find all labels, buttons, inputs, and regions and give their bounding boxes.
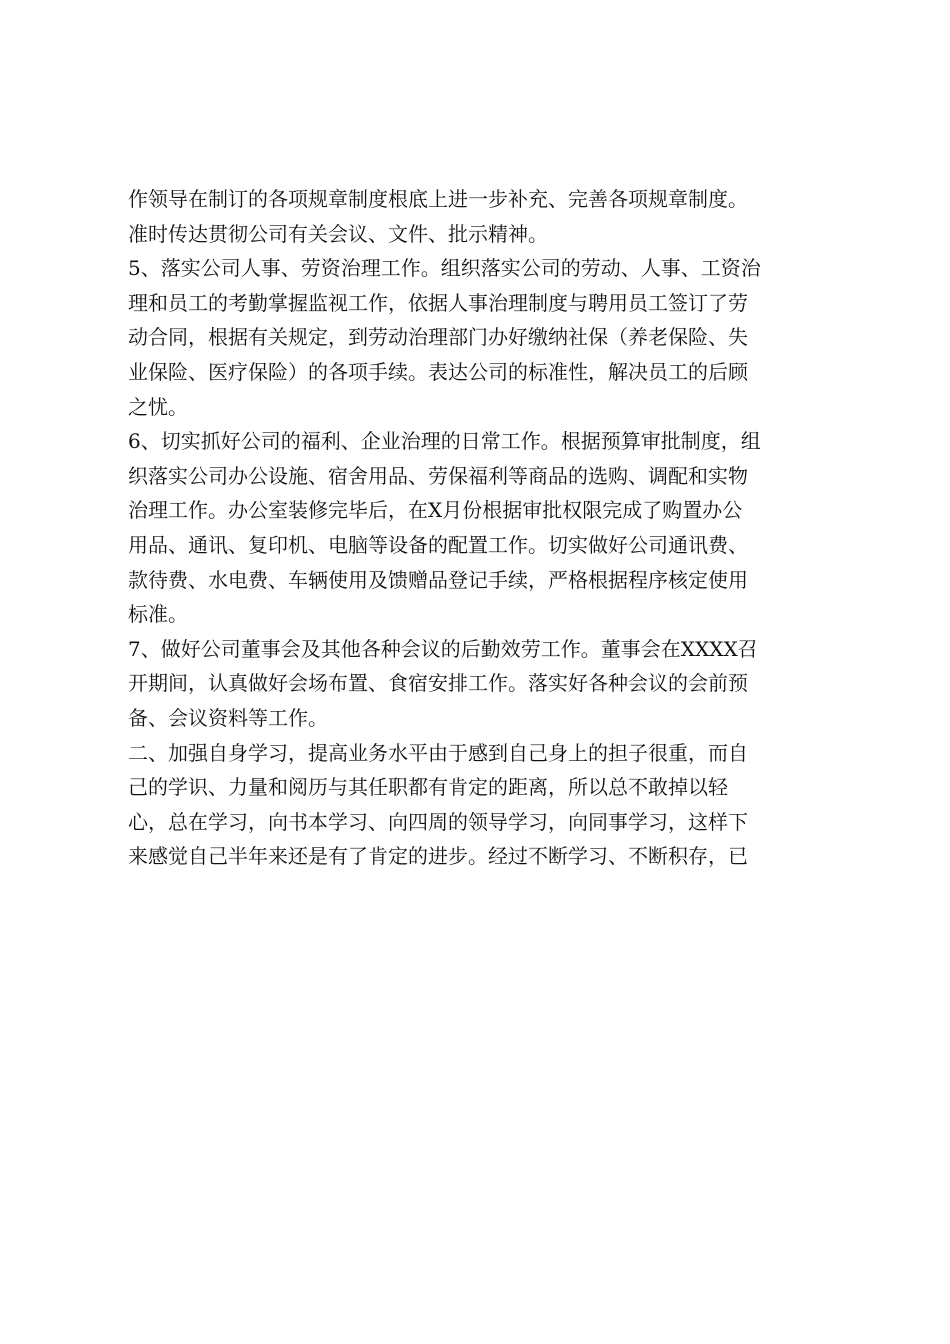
text-line: 心，总在学习，向书本学习、向四周的领导学习，向同事学习，这样下 (128, 809, 748, 834)
text-line: 备、会议资料等工作。 (128, 705, 328, 730)
text-line: 款待费、水电费、车辆使用及馈赠品登记手续，严格根据程序核定使用 (128, 567, 748, 592)
text-line: 二、加强自身学习，提高业务水平由于感到自己身上的担子很重，而自 (128, 740, 748, 765)
paragraph-3 (128, 424, 828, 632)
text-line: 标准。 (128, 602, 188, 627)
paragraph-4 (128, 632, 828, 736)
text-line: 理和员工的考勤掌握监视工作，依据人事治理制度与聘用员工签订了劳 (128, 290, 748, 315)
text-line: 己的学识、力量和阅历与其任职都有肯定的距离，所以总不敢掉以轻 (128, 775, 728, 800)
text-line: 织落实公司办公设施、宿舍用品、劳保福利等商品的选购、调配和实物 (128, 463, 748, 488)
text-line: 7、做好公司董事会及其他各种会议的后勤效劳工作。董事会在XXXX召 (128, 636, 758, 661)
text-line: 开期间，认真做好会场布置、食宿安排工作。落实好各种会议的会前预 (128, 671, 748, 696)
text-line: 准时传达贯彻公司有关会议、文件、批示精神。 (128, 221, 548, 246)
text-line: 作领导在制订的各项规章制度根底上进一步补充、完善各项规章制度。 (128, 187, 748, 211)
text-line: 业保险、医疗保险）的各项手续。表达公司的标准性，解决员工的后顾 (128, 359, 748, 384)
text-line: 6、切实抓好公司的福利、企业治理的日常工作。根据预算审批制度，组 (128, 429, 761, 454)
paragraph-1 (128, 182, 828, 251)
text-line: 治理工作。办公室装修完毕后，在X月份根据审批权限完成了购置办公 (128, 498, 743, 523)
paragraph-2 (128, 251, 828, 424)
text-line: 5、落实公司人事、劳资治理工作。组织落实公司的劳动、人事、工资治 (128, 256, 761, 281)
text-line: 来感觉自己半年来还是有了肯定的进步。经过不断学习、不断积存，已 (128, 844, 748, 869)
paragraph-5 (128, 736, 828, 874)
text-line: 之忧。 (128, 394, 188, 419)
text-line: 用品、通讯、复印机、电脑等设备的配置工作。切实做好公司通讯费、 (128, 532, 748, 557)
text-line: 动合同，根据有关规定，到劳动治理部门办好缴纳社保（养老保险、失 (128, 325, 748, 350)
document-page (128, 182, 828, 874)
